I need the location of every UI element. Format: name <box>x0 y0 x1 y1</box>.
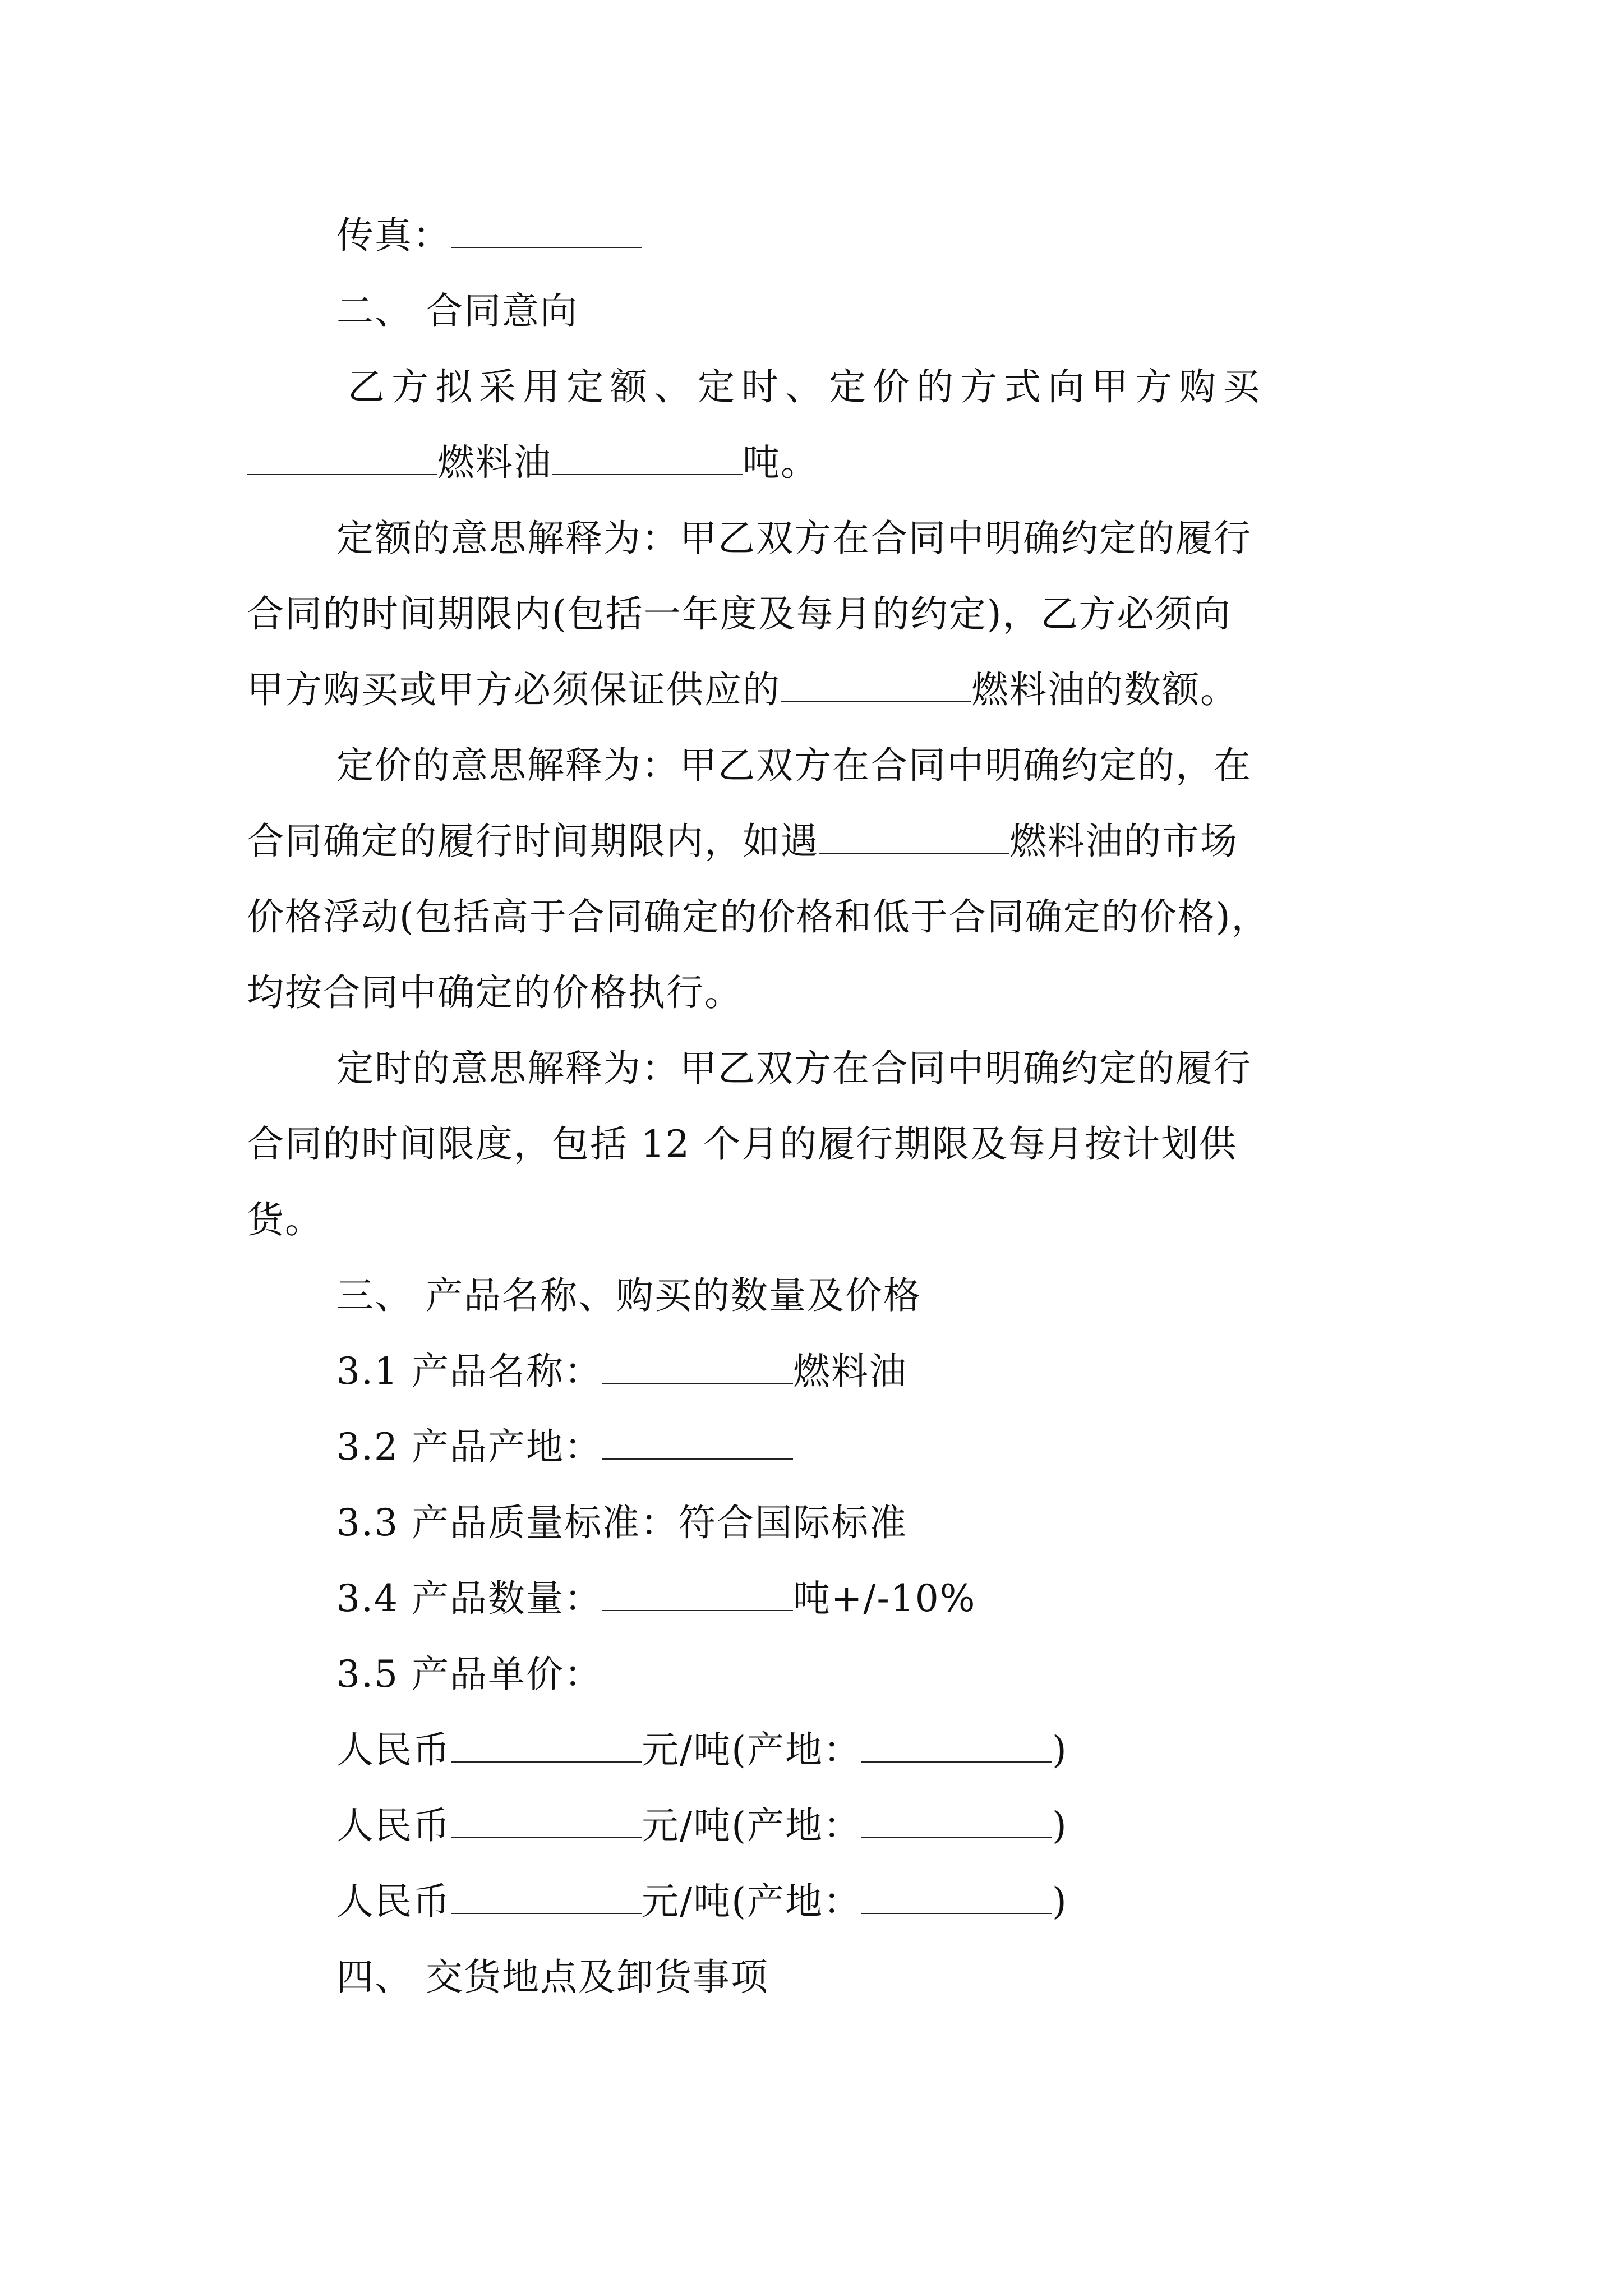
time-line-3: 货。 <box>247 1198 323 1241</box>
intent-ton: 吨。 <box>743 441 819 484</box>
item-3-1-suffix: 燃料油 <box>792 1350 907 1393</box>
quota-line-3-text: 甲方购买或甲方必须保证供应的 <box>247 668 781 711</box>
price-row-3-origin-blank <box>861 1878 1052 1914</box>
price-blank <box>819 818 1009 854</box>
price-row-2-origin-blank <box>861 1802 1052 1838</box>
price-row-2 <box>336 1801 1068 1851</box>
item-3-4-label: 3.4 产品数量： <box>336 1577 602 1620</box>
fax-blank <box>451 212 642 248</box>
price-row-2-unit: 元/吨(产地： <box>642 1804 861 1847</box>
price-line-2-suffix: 燃料油的市场 <box>1009 820 1238 863</box>
price-row-1-amount-blank <box>451 1727 642 1763</box>
price-row-3 <box>336 1876 1068 1927</box>
price-row-1 <box>336 1725 1068 1775</box>
item-3-2 <box>336 1422 793 1473</box>
fax-label: 传真： <box>336 214 451 257</box>
price-row-1-rmb: 人民币 <box>336 1728 451 1772</box>
time-line-1: 定时的意思解释为：甲乙双方在合同中明确约定的履行 <box>336 1047 1252 1090</box>
price-row-3-amount-blank <box>451 1878 642 1914</box>
item-3-4-suffix: 吨+/-10% <box>792 1577 976 1620</box>
section-4-title: 四、 交货地点及卸货事项 <box>336 1955 769 1999</box>
item-3-3: 3.3 产品质量标准：符合国际标准 <box>336 1501 907 1544</box>
price-row-3-unit: 元/吨(产地： <box>642 1880 861 1923</box>
price-row-2-rmb: 人民币 <box>336 1804 451 1847</box>
item-3-5: 3.5 产品单价： <box>336 1653 602 1696</box>
price-line-2 <box>247 816 1238 867</box>
intent-fuel: 燃料油 <box>437 441 552 484</box>
section-3-title: 三、 产品名称、购买的数量及价格 <box>336 1274 921 1317</box>
price-row-1-origin-blank <box>861 1727 1052 1763</box>
price-line-1: 定价的意思解释为：甲乙双方在合同中明确约定的，在 <box>336 744 1252 787</box>
price-row-3-rmb: 人民币 <box>336 1880 451 1923</box>
quota-line-3 <box>247 665 1238 715</box>
price-line-3: 价格浮动(包括高于合同确定的价格和低于合同确定的价格)， <box>247 895 1270 938</box>
quota-line-1: 定额的意思解释为：甲乙双方在合同中明确约定的履行 <box>336 517 1252 560</box>
intent-line-2 <box>247 438 819 488</box>
item-3-2-blank <box>602 1424 793 1460</box>
item-3-2-label: 3.2 产品产地： <box>336 1425 602 1469</box>
time-line-2: 合同的时间限度，包括 12 个月的履行期限及每月按计划供 <box>247 1122 1237 1166</box>
quota-line-3-suffix: 燃料油的数额。 <box>971 668 1238 711</box>
item-3-1 <box>336 1346 907 1397</box>
price-row-1-close: ) <box>1052 1728 1068 1772</box>
item-3-1-blank <box>602 1348 793 1384</box>
price-row-3-close: ) <box>1052 1880 1068 1923</box>
quota-line-2: 合同的时间期限内(包括一年度及每月的约定)，乙方必须向 <box>247 592 1232 636</box>
section-2-title: 二、 合同意向 <box>336 289 578 333</box>
item-3-1-label: 3.1 产品名称： <box>336 1350 602 1393</box>
price-row-2-amount-blank <box>451 1802 642 1838</box>
price-row-1-unit: 元/吨(产地： <box>642 1728 861 1772</box>
fax-line <box>336 210 642 261</box>
item-3-4 <box>336 1573 976 1624</box>
intent-quantity-blank <box>552 439 743 475</box>
price-row-2-close: ) <box>1052 1804 1068 1847</box>
item-3-4-blank <box>602 1575 793 1611</box>
price-line-4: 均按合同中确定的价格执行。 <box>247 971 743 1014</box>
intent-grade-blank <box>247 439 437 475</box>
intent-line-1: 乙方拟采用定额、定时、定价的方式向甲方购买 <box>348 365 1266 408</box>
price-line-2-text: 合同确定的履行时间期限内，如遇 <box>247 820 819 863</box>
quota-blank <box>781 666 971 702</box>
